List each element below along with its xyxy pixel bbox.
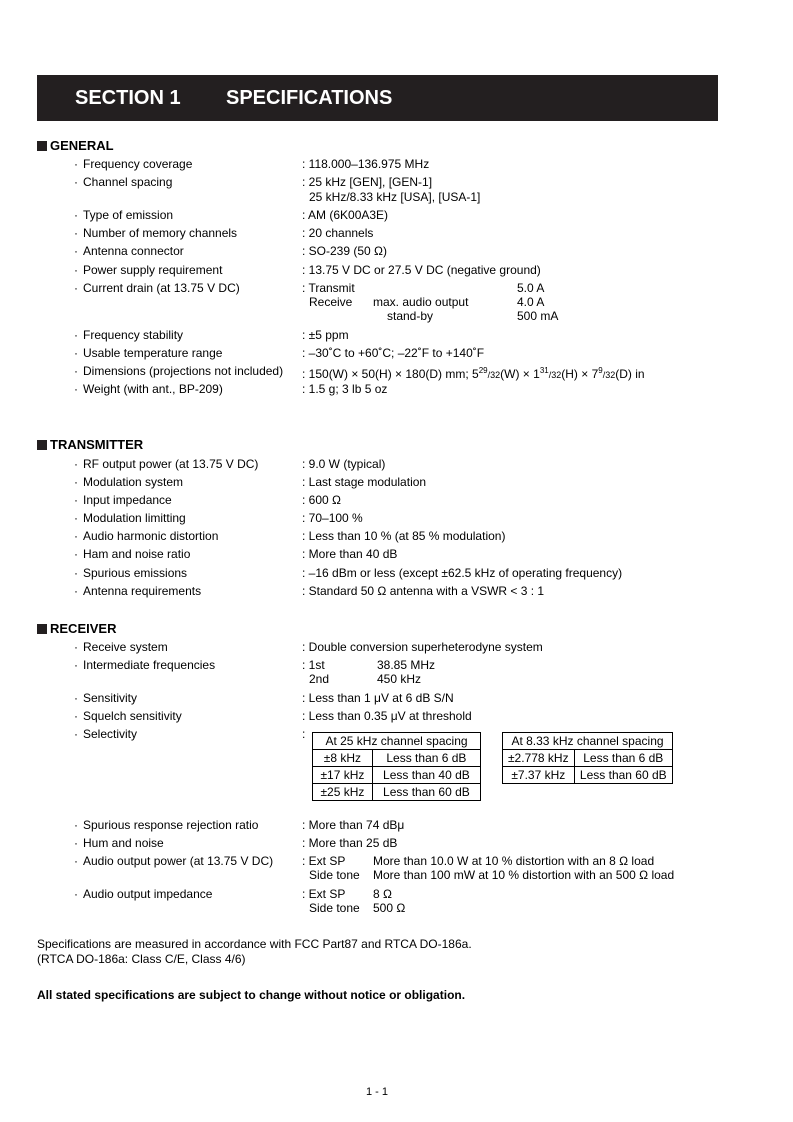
table-cell: ±17 kHz [313,767,373,784]
footnote: Specifications are measured in accordance with FCC Part87 and RTCA DO-186a. [37,937,472,951]
spec-label: · Antenna connector [74,244,184,258]
spec-label: · Audio output power (at 13.75 V DC) [74,854,274,868]
table-row [313,750,481,767]
table-cell: ±7.37 kHz [503,767,575,784]
spec-value: : –30˚C to +60˚C; –22˚F to +140˚F [302,346,485,360]
spec-value: : More than 25 dB [302,836,398,850]
spec-value: : Last stage modulation [302,475,427,489]
spec-label: · Usable temperature range [74,346,223,360]
spec-value: : 150(W) × 50(H) × 180(D) mm; $5^{29}/32(W) \times 1^{31}/32(H) \times 7^9/32(D)$ in [302,366,645,381]
spec-value: Receive [309,295,353,309]
spec-label: · Number of memory channels [74,226,238,240]
spec-value: 5.0 A [517,281,545,295]
spec-value: : 25 kHz [GEN], [GEN-1] [302,175,433,189]
table-row [503,750,673,767]
spec-value: : Less than 10 % (at 85 % modulation) [302,529,506,543]
spec-label: · Type of emission [74,208,174,222]
spec-label: · Ham and noise ratio [74,547,191,561]
spec-value: : SO-239 (50 Ω) [302,244,388,258]
footnote: (RTCA DO-186a: Class C/E, Class 4/6) [37,952,246,966]
square-bullet-icon [37,141,47,151]
spec-value: Side tone [309,868,360,882]
spec-label: · Audio output impedance [74,887,213,901]
spec-label: · Weight (with ant., BP-209) [74,382,223,396]
spec-value: 25 kHz/8.33 kHz [USA], [USA-1] [309,190,481,204]
spec-value: : Double conversion superheterodyne system [302,640,543,654]
spec-value: Side tone [309,901,360,915]
spec-value: 500 mA [517,309,559,323]
selectivity-table-25khz [312,732,481,801]
table-cell: Less than 40 dB [372,767,480,784]
section-heading-general: GENERAL [37,138,114,153]
table-cell: ±25 kHz [313,784,373,801]
spec-label: · Frequency coverage [74,157,193,171]
spec-label: · Spurious response rejection ratio [74,818,259,832]
spec-label: · Selectivity [74,727,138,741]
spec-value: : More than 74 dBμ [302,818,405,832]
spec-label: · Hum and noise [74,836,164,850]
spec-label: · Modulation system [74,475,184,489]
spec-value: More than 10.0 W at 10 % distortion with an 8 Ω load [373,854,655,868]
spec-value: : 70–100 % [302,511,363,525]
spec-label: · Antenna requirements [74,584,202,598]
spec-value: : Less than 1 μV at 6 dB S/N [302,691,454,705]
table-row [313,767,481,784]
spec-label: · Spurious emissions [74,566,188,580]
spec-label: · Channel spacing [74,175,173,189]
spec-value: : ±5 ppm [302,328,349,342]
table-header-row [313,733,481,750]
spec-value: : Transmit [302,281,355,295]
table-row [503,767,673,784]
table-header: At 25 kHz channel spacing [313,733,481,750]
spec-value: : –16 dBm or less (except ±62.5 kHz of operating frequency) [302,566,623,580]
spec-value: : Ext SP [302,854,346,868]
table-cell: Less than 6 dB [372,750,480,767]
square-bullet-icon [37,624,47,634]
disclaimer: All stated specifications are subject to change without notice or obligation. [37,988,466,1002]
spec-value: 500 Ω [373,901,406,915]
spec-value: : 9.0 W (typical) [302,457,386,471]
spec-value: : More than 40 dB [302,547,398,561]
section-heading-transmitter: TRANSMITTER [37,437,143,452]
table-row [313,784,481,801]
spec-value: : Ext SP [302,887,346,901]
spec-value: : Standard 50 Ω antenna with a VSWR < 3 : 1 [302,584,545,598]
table-cell: Less than 60 dB [574,767,672,784]
selectivity-table-833khz [502,732,673,784]
table-cell: Less than 60 dB [372,784,480,801]
spec-value: 8 Ω [373,887,392,901]
spec-label: · Current drain (at 13.75 V DC) [74,281,240,295]
spec-value: : 118.000–136.975 MHz [302,157,430,171]
spec-label: · Audio harmonic distortion [74,529,219,543]
spec-label: · Sensitivity [74,691,138,705]
spec-label: · Frequency stability [74,328,184,342]
spec-value: 2nd [309,672,330,686]
spec-value: 38.85 MHz [377,658,436,672]
page-number: 1 - 1 [366,1086,389,1098]
section-heading-receiver: RECEIVER [37,621,116,636]
table-cell: Less than 6 dB [574,750,672,767]
spec-label: · Dimensions (projections not included) [74,364,284,378]
spec-value: : 600 Ω [302,493,341,507]
spec-label: · Modulation limitting [74,511,186,525]
spec-value: : 20 channels [302,226,374,240]
section-number: SECTION 1 [75,87,181,109]
spec-value: : 1.5 g; 3 lb 5 oz [302,382,388,396]
spec-label: · RF output power (at 13.75 V DC) [74,457,259,471]
spec-value: : Less than 0.35 μV at threshold [302,709,472,723]
spec-value: : 1st [302,658,325,672]
spec-label: · Squelch sensitivity [74,709,182,723]
spec-label: · Power supply requirement [74,263,223,277]
table-cell: ±8 kHz [313,750,373,767]
spec-value: : [302,727,306,741]
spec-label: · Receive system [74,640,168,654]
spec-value: 450 kHz [377,672,422,686]
spec-value: More than 100 mW at 10 % distortion with an 500 Ω load [373,868,675,882]
spec-value: stand-by [387,309,434,323]
square-bullet-icon [37,440,47,450]
spec-label: · Intermediate frequencies [74,658,216,672]
spec-value: 4.0 A [517,295,545,309]
spec-value: : 13.75 V DC or 27.5 V DC (negative ground) [302,263,541,277]
spec-label: · Input impedance [74,493,172,507]
table-cell: ±2.778 kHz [503,750,575,767]
spec-value: : AM (6K00A3E) [302,208,389,222]
table-header: At 8.33 kHz channel spacing [503,733,673,750]
page-title: SPECIFICATIONS [226,87,393,109]
spec-value: max. audio output [373,295,469,309]
section-banner [37,75,718,121]
table-header-row [503,733,673,750]
